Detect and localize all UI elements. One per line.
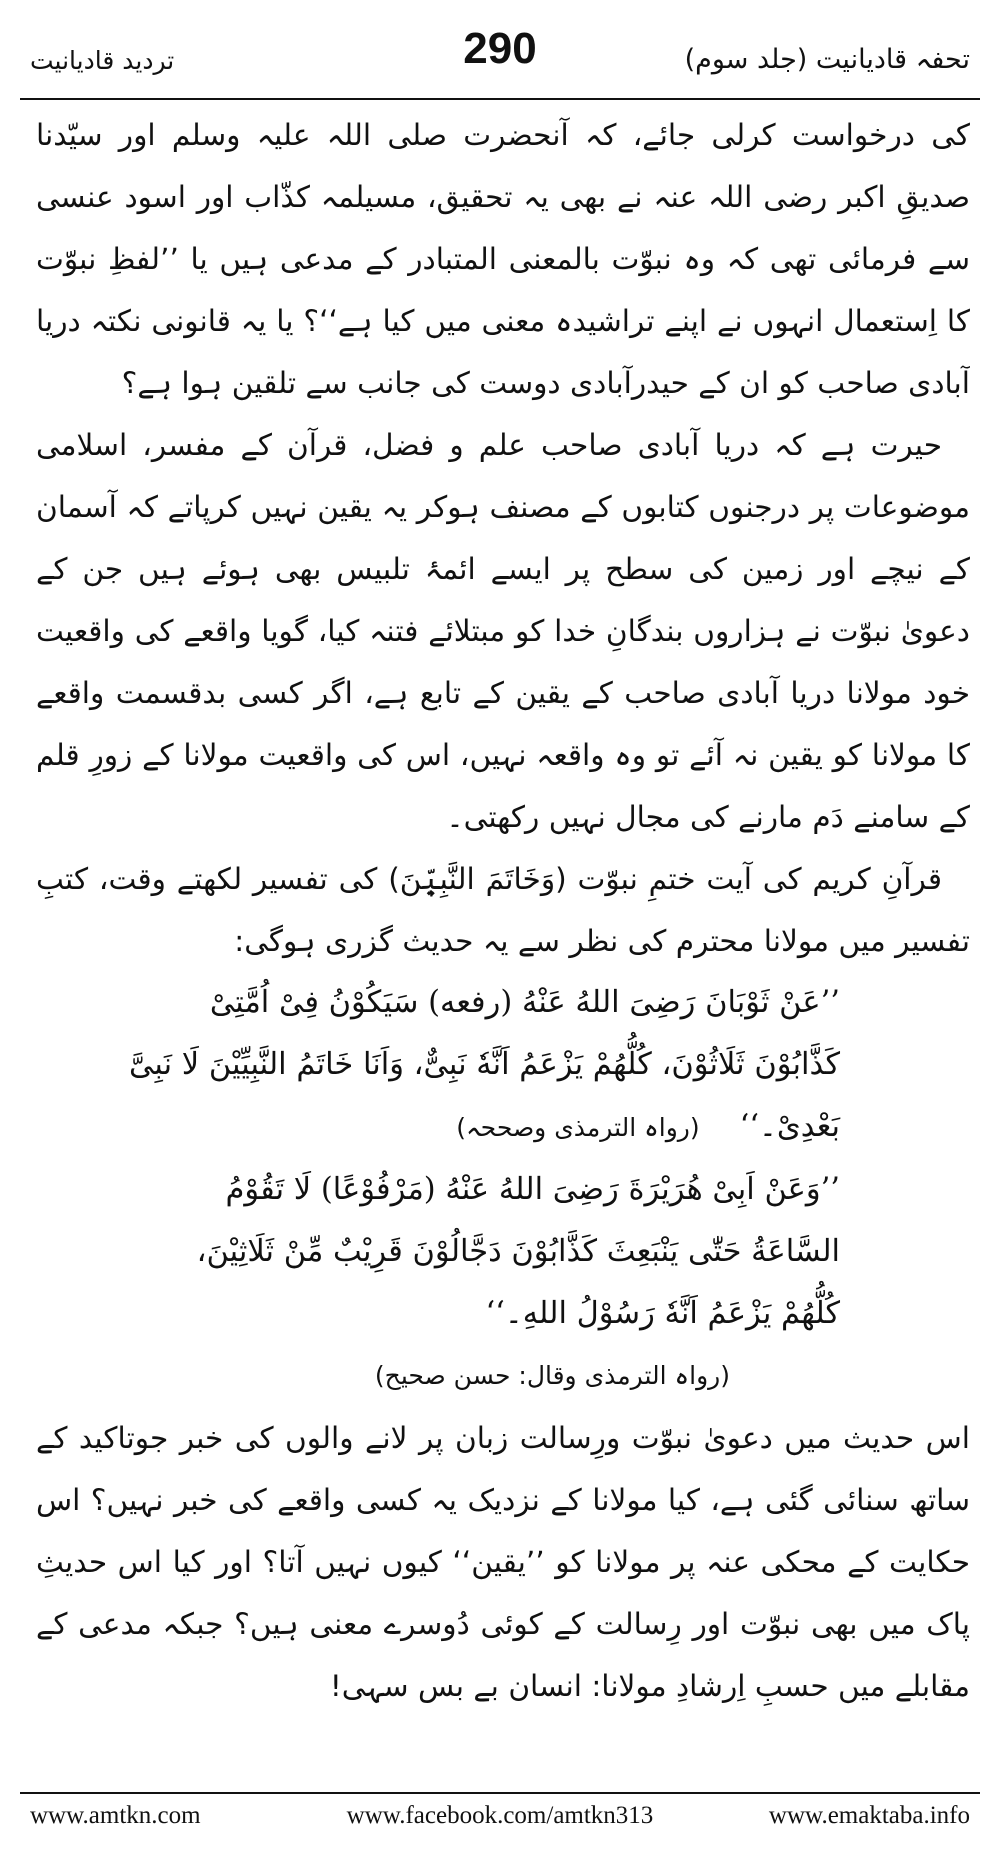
page-body <box>36 104 970 1774</box>
hadith-1-ending: بَعْدِیْ۔‘‘ <box>739 1109 840 1144</box>
page-header <box>20 20 980 100</box>
page-footer <box>20 1792 980 1836</box>
page-number: 290 <box>463 24 537 73</box>
paragraph-4: اس حدیث میں دعویٰ نبوّت ورِسالت زبان پر لانے والوں کی خبر جوتاکید کے ساتھ سنائی گئی ہے، کیا مولانا کے نزدیک یہ کسی واقعے کی خبر نہیں؟ اس حکایت کے محکی عنہ پر مولانا کو ’’یقین‘‘ کیوں نہیں آتا؟ اور کیا اس حدیثِ پاک میں بھی نبوّت اور رِسالت کے کوئی دُوسرے معنی ہیں؟ جبکہ مدعی کے مقابلے میں حسبِ اِرشادِ مولانا: انسان بے بس سہی! <box>36 1421 970 1703</box>
hadith-2-line-3: کُلُّهُمْ یَزْعَمُ اَنَّهٗ رَسُوْلُ اللهِ۔‘‘ <box>485 1296 840 1331</box>
hadith-2-reference: (رواہ الترمذی وقال: حسن صحیح) <box>374 1361 730 1390</box>
hadith-1-line-1: ’’عَنْ ثَوْبَانَ رَضِیَ اللهُ عَنْهُ (رفعه) سَیَکُوْنُ فِیْ اُمَّتِیْ <box>209 985 840 1020</box>
hadith-2-line-2: السَّاعَةُ حَتّٰی یَنْبَعِثَ کَذَّابُوْنَ دَجَّالُوْنَ قَرِیْبٌ مِّنْ ثَلَاثِیْنَ، <box>196 1234 840 1269</box>
hadith-1-line-3 <box>36 1096 970 1159</box>
header-book-title: تحفہ قادیانیت (جلد سوم) <box>684 44 970 75</box>
paragraph-3: قرآنِ کریم کی آیت ختمِ نبوّت (وَخَاتَمَ النَّبِیّٖنَ) کی تفسیر لکھتے وقت، کتبِ تفسیر میں مولانا محترم کی نظر سے یہ حدیث گزری ہوگی: <box>36 862 970 958</box>
footer-link-emaktaba[interactable]: www.emaktaba.info <box>768 1802 970 1829</box>
header-divider <box>20 98 980 100</box>
footer-divider <box>20 1792 980 1794</box>
paragraph-1: کی درخواست کرلی جائے، کہ آنحضرت صلی اللہ علیہ وسلم اور سیّدنا صدیقِ اکبر رضی اللہ عنہ نے بھی یہ تحقیق، مسیلمہ کذّاب اور اسود عنسی سے فرمائی تھی کہ وہ نبوّت بالمعنی المتبادر کے مدعی ہیں یا ’’لفظِ نبوّت کا اِستعمال انہوں نے اپنے تراشیدہ معنی میں کیا ہے‘‘؟ یا یہ قانونی نکتہ دریا آبادی صاحب کو ان کے حیدرآبادی دوست کی جانب سے تلقین ہوا ہے؟ <box>36 118 970 400</box>
header-section-title: تردید قادیانیت <box>30 46 175 75</box>
hadith-2-line-1: ’’وَعَنْ اَبِیْ هُرَیْرَةَ رَضِیَ اللهُ عَنْهُ (مَرْفُوْعًا) لَا تَقُوْمُ <box>225 1172 840 1207</box>
hadith-1-reference: (رواہ الترمذی وصححہ) <box>456 1113 700 1142</box>
paragraph-2: حیرت ہے کہ دریا آبادی صاحب علم و فضل، قرآن کے مفسر، اسلامی موضوعات پر درجنوں کتابوں کے مصنف ہوکر یہ یقین نہیں کرپاتے کہ آسمان کے نیچے اور زمین کی سطح پر ایسے ائمۂ تلبیس بھی ہوئے ہیں جن کے دعویٰ نبوّت نے ہزاروں بندگانِ خدا کو مبتلائے فتنہ کیا، گویا واقعے کی واقعیت خود مولانا دریا آبادی صاحب کے یقین کے تابع ہے، اگر کسی بدقسمت واقعے کا مولانا کو یقین نہ آئے تو وہ واقعہ نہیں، اس کی واقعیت مولانا کے زورِ قلم کے سامنے دَم مارنے کی مجال نہیں رکھتی۔ <box>36 428 970 834</box>
footer-link-facebook[interactable]: www.facebook.com/amtkn313 <box>346 1802 654 1829</box>
hadith-1-line-2: کَذَّابُوْنَ ثَلَاثُوْنَ، کُلُّهُمْ یَزْعَمُ اَنَّهٗ نَبِیٌّ، وَاَنَا خَاتَمُ النَّبِیِّیْنَ لَا نَبِیَّ <box>128 1047 840 1082</box>
footer-link-amtkn[interactable]: www.amtkn.com <box>30 1802 201 1829</box>
